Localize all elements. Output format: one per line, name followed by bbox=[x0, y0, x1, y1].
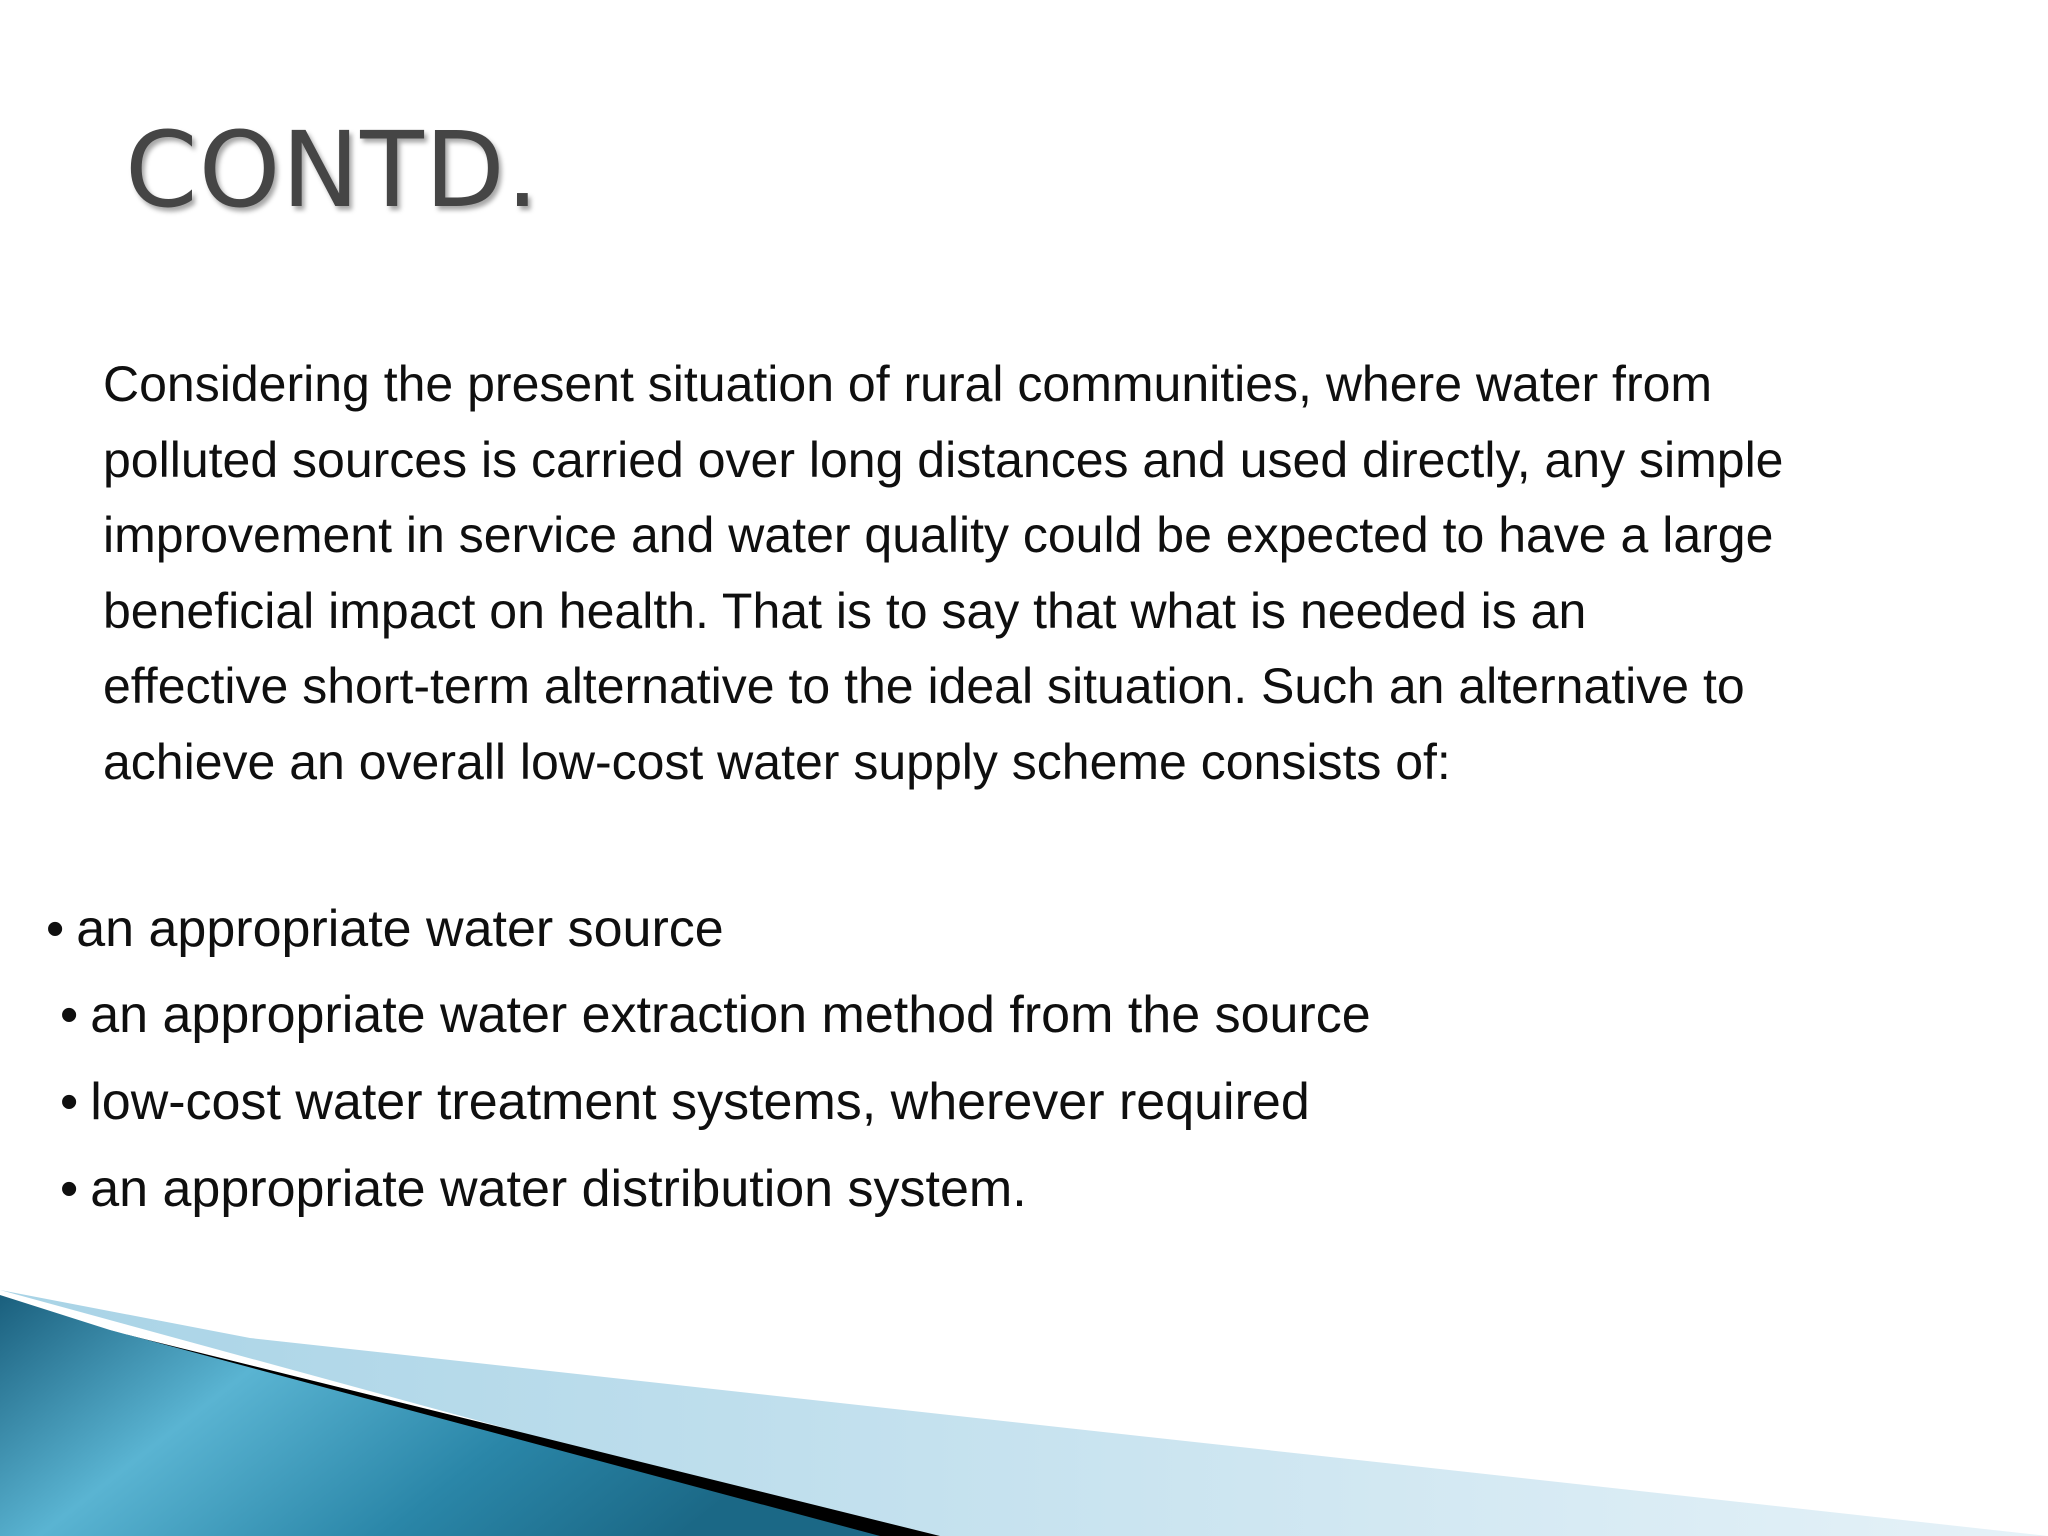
bullet-text: an appropriate water extraction method from the source bbox=[90, 986, 1371, 1044]
bullet-text: an appropriate water distribution system. bbox=[90, 1160, 1027, 1218]
list-item bbox=[60, 1159, 1027, 1219]
bullet-icon: • bbox=[60, 1160, 79, 1218]
paragraph-line: achieve an overall low-cost water supply scheme consists of: bbox=[103, 733, 1451, 790]
bullet-icon: • bbox=[60, 1073, 79, 1131]
wave-teal-shape bbox=[0, 1295, 880, 1536]
paragraph-line: effective short-term alternative to the ideal situation. Such an alternative to bbox=[103, 658, 1745, 714]
bullet-icon: • bbox=[60, 986, 79, 1044]
paragraph-line: improvement in service and water quality could be expected to have a large bbox=[103, 507, 1774, 563]
paragraph-line: polluted sources is carried over long distances and used directly, any simple bbox=[103, 431, 1784, 488]
list-item bbox=[60, 985, 1371, 1045]
body-paragraph bbox=[103, 347, 2043, 800]
paragraph-line: beneficial impact on health. That is to say that what is needed is an bbox=[103, 582, 1587, 639]
list-item bbox=[60, 1072, 1310, 1132]
list-item bbox=[46, 899, 724, 959]
paragraph-line: Considering the present situation of rural communities, where water from bbox=[103, 356, 1713, 412]
bullet-text: low-cost water treatment systems, wherever required bbox=[90, 1073, 1310, 1131]
wave-light-stripe bbox=[0, 1290, 2048, 1536]
wave-dark-stripe bbox=[0, 1300, 940, 1536]
bullet-text: an appropriate water source bbox=[76, 900, 724, 958]
slide-title: CONTD. bbox=[125, 109, 540, 231]
bullet-icon: • bbox=[46, 900, 65, 958]
